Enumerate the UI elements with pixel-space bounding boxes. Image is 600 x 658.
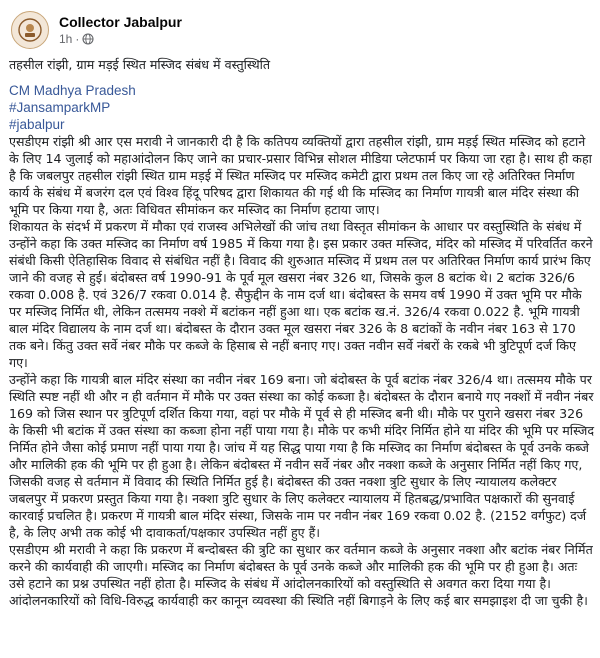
author-name[interactable]: Collector Jabalpur [59, 14, 182, 30]
post-meta [59, 13, 182, 47]
emblem-icon [17, 17, 43, 43]
paragraph-4: एसडीएम श्री मरावी ने कहा कि प्रकरण में बन्दोबस्त की त्रुटि का सुधार कर वर्तमान कब्जे के अनुसार नक्शा और बटांक नंबर निर्मित करने की कार्यवाही की जाएगी। मस्जिद का निर्माण बंदोबस्त के पूर्व उनके कब्जे और मालिकी हक की भूमि पर ही हुआ है। अतः उसे हटाने का प्रश्न उपस्थित नहीं होता है। मस्जिद के संबंध में आंदोलनकारियों को वस्तुस्थिति से अवगत करा दिया गया है। आंदोलनकारियों को विधि-विरुद्ध कार्यवाही कर कानून व्यवस्था की स्थिति नहीं बिगाड़ने के लिए कई बार समझाइश दी जा चुकी है। [9, 542, 593, 608]
profile-avatar[interactable] [11, 11, 49, 49]
post-subline [59, 31, 182, 47]
post-body [9, 56, 594, 609]
paragraph-2: शिकायत के संदर्भ में प्रकरण में मौका एवं राजस्व अभिलेखों की जांच तथा विस्तृत सीमांकन के आधार पर वस्तुस्थिति के संबंध में उन्होंने कहा कि उक्त मस्जिद का निर्माण वर्ष 1985 में किया गया है। इस प्रकार उक्त मस्जिद, मंदिर को मस्जिद में परिवर्तित करने संबंधी किसी ऐतिहासिक विवाद से संबंधित नहीं है। विवाद की शुरुआत मस्जिद में प्रथम तल पर अतिरिक्त निर्माण कार्य प्रारंभ किए जाने की वजह से हुई। बंदोबस्त वर्ष 1990-91 के पूर्व मूल खसरा नंबर 326 था, जिसके कुल 8 बटांक थे। 2 बटांक 326/6 रकवा 0.008 है. एवं 326/7 रकवा 0.014 है. सैफुद्दीन के नाम दर्ज था। बंदोबस्त के समय वर्ष 1990 में उक्त भूमि पर मौके पर मस्जिद निर्मित थी, लेकिन तत्समय नक्शे में बटांकन नहीं हुआ था। एक बटांक ख.नं. 326/4 रकवा 0.022 है. भूमि गायत्री बाल मंदिर विद्यालय के नाम दर्ज था। बंदोबस्त के दौरान उक्त मूल खसरा नंबर 326 के 8 बटांकों के नवीन नंबर 163 से 170 तक बने। किंतु उक्त सर्वे नंबर मौके पर कब्जे के हिसाब से नहीं बनाए गए। उक्त नवीन सर्वे नंबरों के रकबे भी त्रुटिपूर्ण दर्ज किए गए। [9, 219, 593, 370]
post-header [9, 0, 594, 56]
hashtag-jabalpur[interactable]: #jabalpur [9, 117, 65, 132]
tag-cm-madhya-pradesh[interactable]: CM Madhya Pradesh [9, 83, 136, 98]
globe-icon [82, 33, 94, 45]
paragraph-1: एसडीएम रांझी श्री आर एस मरावी ने जानकारी दी है कि कतिपय व्यक्तियों द्वारा तहसील रांझी, ग्राम मड़ई स्थित मस्जिद को हटाने के लिए 14 जुलाई को महाआंदोलन किए जाने का प्रचार-प्रसार विभिन्न सोशल मीडिया प्लेटफार्म पर किया जा रहा है। साथ ही कहा है कि जबलपुर तहसील रांझी स्थित ग्राम मड़ई में स्थित मस्जिद पर मस्जिद कमेटी द्वारा प्रथम तल किए जा रहे अतिरिक्त निर्माण कार्य के संबंध में बजरंग दल एवं विश्व हिंदू परिषद द्वारा शिकायत की गई थी कि मस्जिद का निर्माण गायत्री बाल मंदिर संस्था की भूमि पर किया गया है, अतः विधिवत सीमांकन कर मस्जिद का निर्माण हटाया जाए। [9, 134, 592, 217]
post-title: तहसील रांझी, ग्राम मड़ई स्थित मस्जिद संबंध में वस्तुस्थिति [9, 57, 271, 72]
post-time[interactable]: 1h [59, 32, 73, 46]
paragraph-3: उन्होंने कहा कि गायत्री बाल मंदिर संस्था का नवीन नंबर 169 बना। जो बंदोबस्त के पूर्व बटांक नंबर 326/4 था। तत्समय मौके पर स्थिति स्पष्ट नहीं थी और न ही वर्तमान में मौके पर उक्त संस्था का कोई कब्जा है। बंदोबस्त के दौरान बनाये गए नक्शों में नवीन नंबर 169 को जिस स्थान पर त्रुटिपूर्ण दर्शित किया गया, वहां पर मौके में पूर्व से ही मस्जिद बनी थी। मौके पर पुराने खसरा नंबर 326 के किसी भी बटांक में उक्त संस्था का कब्जा होना नहीं पाया गया है। मौके पर कभी मंदिर निर्मित होने या मंदिर की भूमि पर मस्जिद निर्मित होने जैसा कोई प्रमाण नहीं पाया गया है। जांच में यह सिद्ध पाया गया है कि मस्जिद का निर्माण बंदोबस्त के पूर्व उनके कब्जे और मालिकी हक की भूमि पर ही हुआ है। लेकिन बंदोबस्त में नवीन सर्वे नंबर और नक्शा कब्जे के अनुसार निर्मित नहीं किए गए, जिसकी वजह से वर्तमान में विवाद की स्थिति निर्मित हुई है। बंदोबस्त की उक्त नक्शा त्रुटि सुधार के लिए न्यायालय कलेक्टर जबलपुर में प्रकरण प्रस्तुत किया गया है। नक्शा त्रुटि सुधार के लिए कलेक्टर न्यायालय में हितबद्ध/प्रभावित पक्षकारों की सुनवाई कारवाई प्रचलित है। प्रकरण में गायत्री बाल मंदिर संस्था, जिसके नाम पर नवीन नंबर 169 रकवा 0.02 है. (2152 वर्गफुट) दर्ज है, के लिए अभी तक कोई भी दावाकर्ता/पक्षकार उपस्थित नहीं हुए हैं। [9, 372, 595, 540]
hashtag-jansamparkmp[interactable]: #JansamparkMP [9, 100, 111, 115]
separator-dot: · [75, 32, 80, 46]
